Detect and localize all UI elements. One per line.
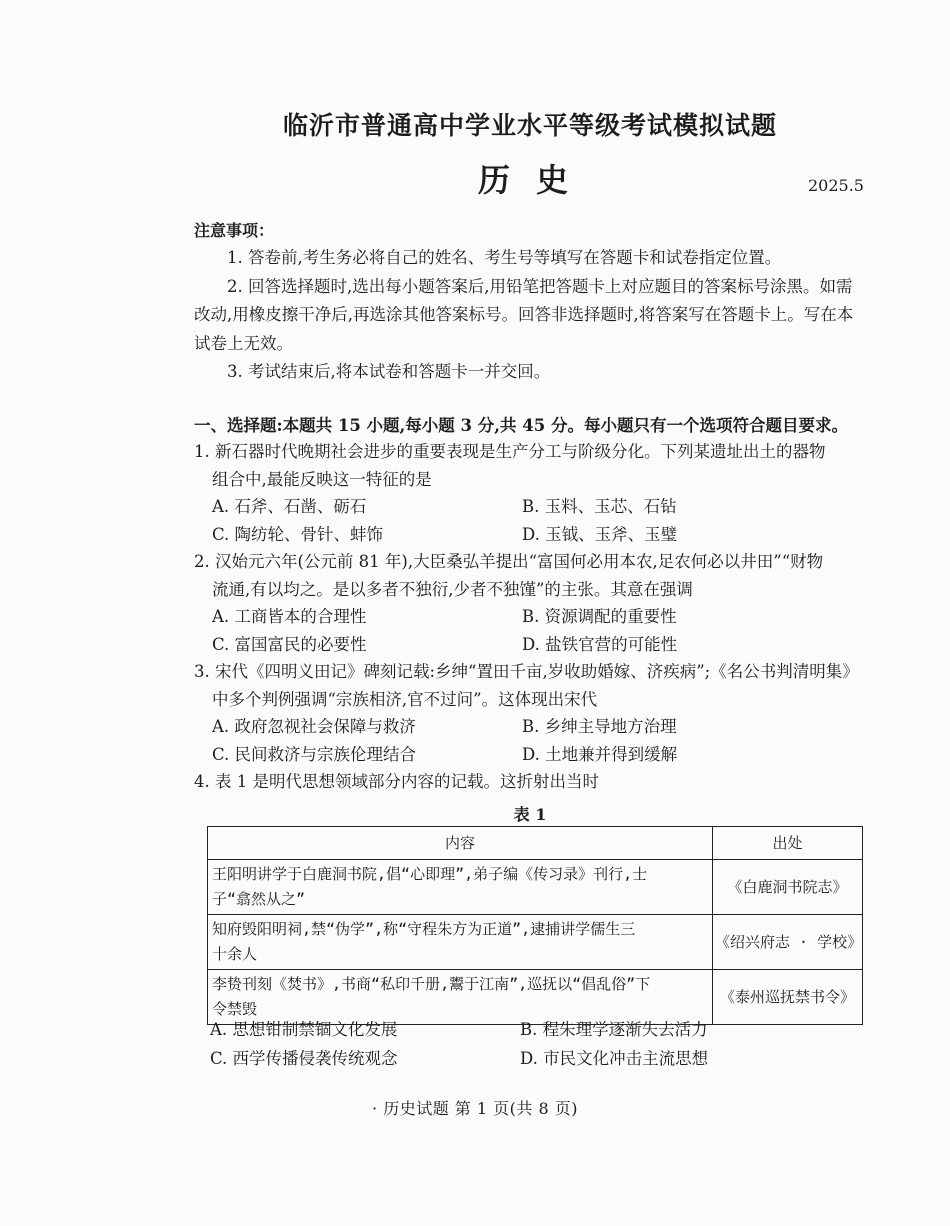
table-header-content: 内容 [208, 827, 713, 860]
table-cell-content [208, 915, 713, 970]
table-cell-source: 《绍兴府志 · 学校》 [713, 915, 863, 970]
question-4-options [210, 1016, 860, 1073]
table-caption: 表 1 [513, 805, 547, 824]
cell-line: 知府毁阳明祠,禁“伪学”,称“守程朱方为正道”,逮捕讲学儒生三 [212, 920, 636, 938]
cell-line: 令禁毁 [212, 1000, 258, 1018]
option-b: B. 乡绅主导地方治理 [522, 717, 677, 736]
table-header-source: 出处 [713, 827, 863, 860]
table-cell-content [208, 860, 713, 915]
notice-item: 1. 答卷前,考生务必将自己的姓名、考生号等填写在答题卡和试卷指定位置。 [227, 248, 782, 267]
cell-line: 李贽刊刻《焚书》,书商“私印千册,鬻于江南”,巡抚以“倡乱俗”下 [212, 975, 651, 993]
section-heading: 一、选择题:本题共 15 小题,每小题 3 分,共 45 分。每小题只有一个选项符合题目要求。 [194, 416, 848, 435]
subject-title: 历史 [478, 161, 595, 199]
option-a: A. 思想钳制禁锢文化发展 [210, 1020, 398, 1039]
option-d: D. 土地兼并得到缓解 [522, 744, 678, 764]
question-stem: 2. 汉始元六年(公元前 81 年),大臣桑弘羊提出“富国何必用本农,足农何必以井田”“财物 [194, 552, 824, 571]
cell-line: 王阳明讲学于白鹿洞书院,倡“心即理”,弟子编《传习录》刊行,士 [212, 865, 648, 883]
question-stem-cont: 流通,有以均之。是以多者不独衍,少者不独馑”的主张。其意在强调 [212, 579, 693, 599]
option-d: D. 玉钺、玉斧、玉璧 [522, 524, 678, 544]
option-grid [194, 493, 862, 548]
option-b: B. 程朱理学逐渐失去活力 [520, 1020, 708, 1039]
question-stem: 3. 宋代《四明义田记》碑刻记载:乡绅“置田千亩,岁收助婚嫁、济疾病”;《名公书判清明集》 [194, 662, 859, 681]
notice-list [194, 244, 862, 387]
option-b: B. 资源调配的重要性 [522, 607, 677, 626]
notice-item: 3. 考试结束后,将本试卷和答题卡一并交回。 [227, 362, 551, 381]
history-table [207, 826, 863, 1025]
cell-line: 十余人 [212, 945, 258, 963]
option-d: D. 市民文化冲击主流思想 [520, 1048, 709, 1068]
exam-date: 2025.5 [808, 176, 864, 195]
exam-title: 临沂市普通高中学业水平等级考试模拟试题 [282, 111, 777, 140]
question-stem: 4. 表 1 是明代思想领域部分内容的记载。这折射出当时 [194, 772, 599, 791]
question-2 [194, 548, 862, 658]
notice-heading: 注意事项： [194, 221, 275, 240]
question-4 [194, 768, 862, 796]
table-header-row [208, 827, 863, 860]
table-row [208, 915, 863, 970]
option-c: C. 富国富民的必要性 [212, 634, 367, 654]
option-c: C. 西学传播侵袭传统观念 [210, 1048, 398, 1068]
cell-line: 子“翕然从之” [212, 890, 306, 908]
notice-item: 2. 回答选择题时,选出每小题答案后,用铅笔把答题卡上对应题目的答案标号涂黑。如需改动,用橡皮擦干净后,再选涂其他答案标号。回答非选择题时,将答案写在答题卡上。写在本试卷上无效。 [194, 276, 854, 353]
question-stem: 1. 新石器时代晚期社会进步的重要表现是生产分工与阶级分化。下列某遗址出土的器物 [194, 442, 826, 461]
option-grid [194, 603, 862, 658]
question-1 [194, 438, 862, 548]
question-stem-cont: 组合中,最能反映这一特征的是 [212, 469, 432, 489]
option-b: B. 玉料、玉芯、石钻 [522, 497, 677, 516]
page-footer: · 历史试题 第 1 页(共 8 页) [372, 1099, 578, 1118]
option-d: D. 盐铁官营的可能性 [522, 634, 678, 654]
option-a: A. 石斧、石凿、砺石 [212, 497, 367, 516]
option-c: C. 陶纺轮、骨针、蚌饰 [212, 524, 384, 544]
table-row [208, 860, 863, 915]
option-a: A. 政府忽视社会保障与救济 [212, 717, 416, 736]
question-list [194, 438, 862, 796]
table-cell-source: 《白鹿洞书院志》 [713, 860, 863, 915]
option-grid [194, 713, 862, 768]
table-cell-source: 《泰州巡抚禁书令》 [713, 970, 863, 1025]
question-stem-cont: 中多个判例强调“宗族相济,官不过问”。这体现出宋代 [212, 689, 598, 709]
option-c: C. 民间救济与宗族伦理结合 [212, 744, 417, 764]
question-3 [194, 658, 862, 768]
option-a: A. 工商皆本的合理性 [212, 607, 367, 626]
